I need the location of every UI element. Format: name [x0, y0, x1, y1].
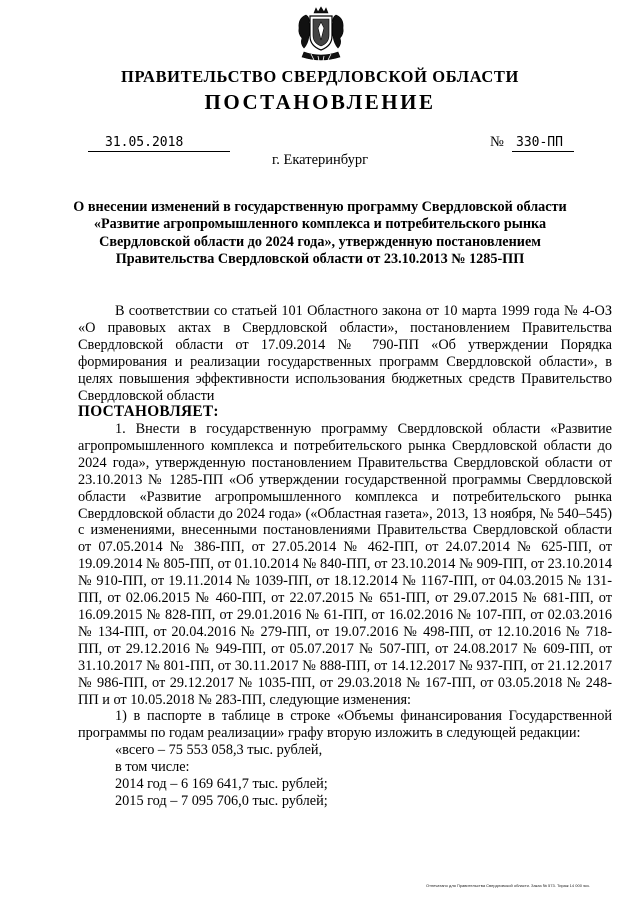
quote-line: в том числе: [115, 759, 190, 776]
item-1-paragraph: 1. Внести в государственную программу Свердловской области «Развитие агропромышленного комплекса и потребительского рынка Свердловской области до 2024 года», утвержденную постановлением Правительства Свердловской области от 23.10.2013 № 1285-ПП «Об утверждении государственной программы Свердловской области «Развитие агропромышленного комплекса и потребительского рынка Свердловской области до 2024 года» («Областная газета», 2013, 13 ноября, № 540–545) с изменениями, внесенными постановлениями Правительства Свердловской области от 07.05.2014 № 386-ПП, от 27.05.2014 № 462-ПП, от 24.07.2014 № 625-ПП, от 19.09.2014 № 805-ПП, от 01.10.2014 № 840-ПП, от 23.10.2014 № 909-ПП, от 23.10.2014 № 910-ПП, от 19.11.2014 № 1039-ПП, от 18.12.2014 № 1167-ПП, от 04.03.2015 № 131-ПП, от 02.06.2015 № 460-ПП, от 22.07.2015 № 651-ПП, от 29.07.2015 № 681-ПП, от 16.09.2015 № 828-ПП, от 29.01.2016 № 61-ПП, от 16.02.2016 № 107-ПП, от 02.03.2016 № 134-ПП, от 20.04.2016 № 279-ПП, от 19.07.2016 № 498-ПП, от 12.10.2016 № 718-ПП, от 29.12.2016 № 949-ПП, от 05.07.2017 № 507-ПП, от 24.08.2017 № 609-ПП, от 31.10.2017 № 801-ПП, от 30.11.2017 № 888-ПП, от 14.12.2017 № 937-ПП, от 21.12.2017 № 986-ПП, от 29.12.2017 № 1035-ПП, от 29.03.2018 № 167-ПП, от 03.05.2018 № 248-ПП и от 10.05.2018 № 283-ПП, следующие изменения: [78, 421, 612, 708]
quote-line: «всего – 75 553 058,3 тыс. рублей, [115, 742, 323, 759]
coat-of-arms-icon [296, 6, 346, 62]
document-date: 31.05.2018 [88, 135, 230, 152]
city: г. Екатеринбург [271, 152, 369, 168]
document-body [78, 303, 612, 810]
number-label: № [490, 134, 504, 150]
quote-line: 2015 год – 7 095 706,0 тыс. рублей; [115, 792, 328, 809]
document-heading: О внесении изменений в государственную программу Свердловской области «Развитие агропромышленного комплекса и потребительского рынка Свердловской области до 2024 года», утвержденную постановлением Правительства Свердловской области от 23.10.2013 № 1285-ПП [73, 199, 567, 267]
subitem-1-paragraph: 1) в паспорте в таблице в строке «Объемы финансирования Государственной программы по годам реализации» графу вторую изложить в следующей редакции: [78, 708, 612, 742]
intro-paragraph: В соответствии со статьей 101 Областного закона от 10 марта 1999 года № 4-ОЗ «О правовых актах в Свердловской области», постановлением Правительства Свердловской области от 17.09.2014 № 790-ПП «Об утверждении Порядка формирования и реализации государственных программ Свердловской области», в целях повышения эффективности использования бюджетных средств Правительство Свердловской области [78, 303, 612, 404]
document-type: ПОСТАНОВЛЕНИЕ [204, 90, 436, 114]
quote-line: 2014 год – 6 169 641,7 тыс. рублей; [115, 776, 328, 793]
document-number: 330-ПП [512, 135, 574, 152]
decree-word: ПОСТАНОВЛЯЕТ: [78, 403, 219, 421]
print-footer: Отпечатано для Правительства Свердловской области. Заказ № 573. Тираж 14 000 экз. [426, 883, 590, 888]
government-title: ПРАВИТЕЛЬСТВО СВЕРДЛОВСКОЙ ОБЛАСТИ [121, 67, 519, 86]
